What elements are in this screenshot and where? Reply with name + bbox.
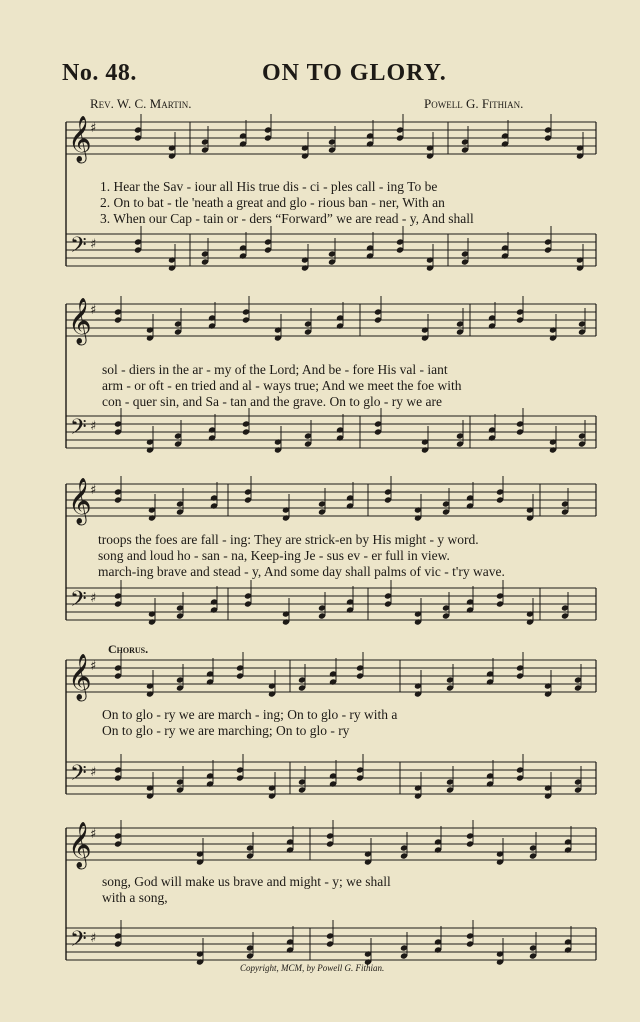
lyric-line: On to glo - ry we are march - ing; On to glo - ry with a [102,707,398,722]
treble-clef: 𝄞 [68,822,92,868]
bass-clef: 𝄢 [70,761,87,791]
key-sharp: ♯ [90,303,97,318]
bass-clef: 𝄢 [70,233,87,263]
key-sharp: ♯ [90,591,97,606]
key-sharp: ♯ [90,483,97,498]
lyric-line: con - quer sin, and Sa - tan and the grave. On to glo - ry we are [102,394,443,409]
hymn-number: No. 48. [62,60,137,86]
lyric-line: song, God will make us brave and might - y; we shall [102,874,391,889]
chorus-label: Chorus. [108,642,149,656]
lyricist-credit: Rev. W. C. Martin. [90,96,192,111]
key-sharp: ♯ [90,765,97,780]
lyric-line: arm - or oft - en tried and al - ways true; And we meet the foe with [102,378,462,393]
bass-clef: 𝄢 [70,587,87,617]
key-sharp: ♯ [90,121,97,136]
key-sharp: ♯ [90,659,97,674]
composer-credit: Powell G. Fithian. [424,96,524,111]
lyric-line: 2. On to bat - tle 'neath a great and glo - rious ban - ner, With an [100,195,445,210]
bass-clef: 𝄢 [70,415,87,445]
key-sharp: ♯ [90,237,97,252]
lyric-line: 1. Hear the Sav - iour all His true dis - ci - ples call - ing To be [100,179,438,194]
lyric-line: song and loud ho - san - na, Keep-ing Je - sus ev - er full in view. [98,548,450,563]
copyright-notice: Copyright, MCM, by Powell G. Fithian. [240,963,385,973]
lyric-line: march-ing brave and stead - y, And some day shall palms of vic - t'ry wave. [98,564,505,579]
key-sharp: ♯ [90,827,97,842]
hymn-title: ON TO GLORY. [262,60,447,86]
treble-clef: 𝄞 [68,654,92,700]
lyric-line: with a song, [102,890,168,905]
lyric-line: troops the foes are fall - ing: They are strick-en by His might - y word. [98,532,479,547]
key-sharp: ♯ [90,419,97,434]
lyric-line: sol - diers in the ar - my of the Lord; And be - fore His val - iant [102,362,448,377]
bass-clef: 𝄢 [70,927,87,957]
treble-clef: 𝄞 [68,116,92,162]
lyric-line: On to glo - ry we are marching; On to glo - ry [102,723,350,738]
lyric-line: 3. When our Cap - tain or - ders “Forward” we are read - y, And shall [100,211,474,226]
treble-clef: 𝄞 [68,478,92,524]
key-sharp: ♯ [90,931,97,946]
treble-clef: 𝄞 [68,298,92,344]
